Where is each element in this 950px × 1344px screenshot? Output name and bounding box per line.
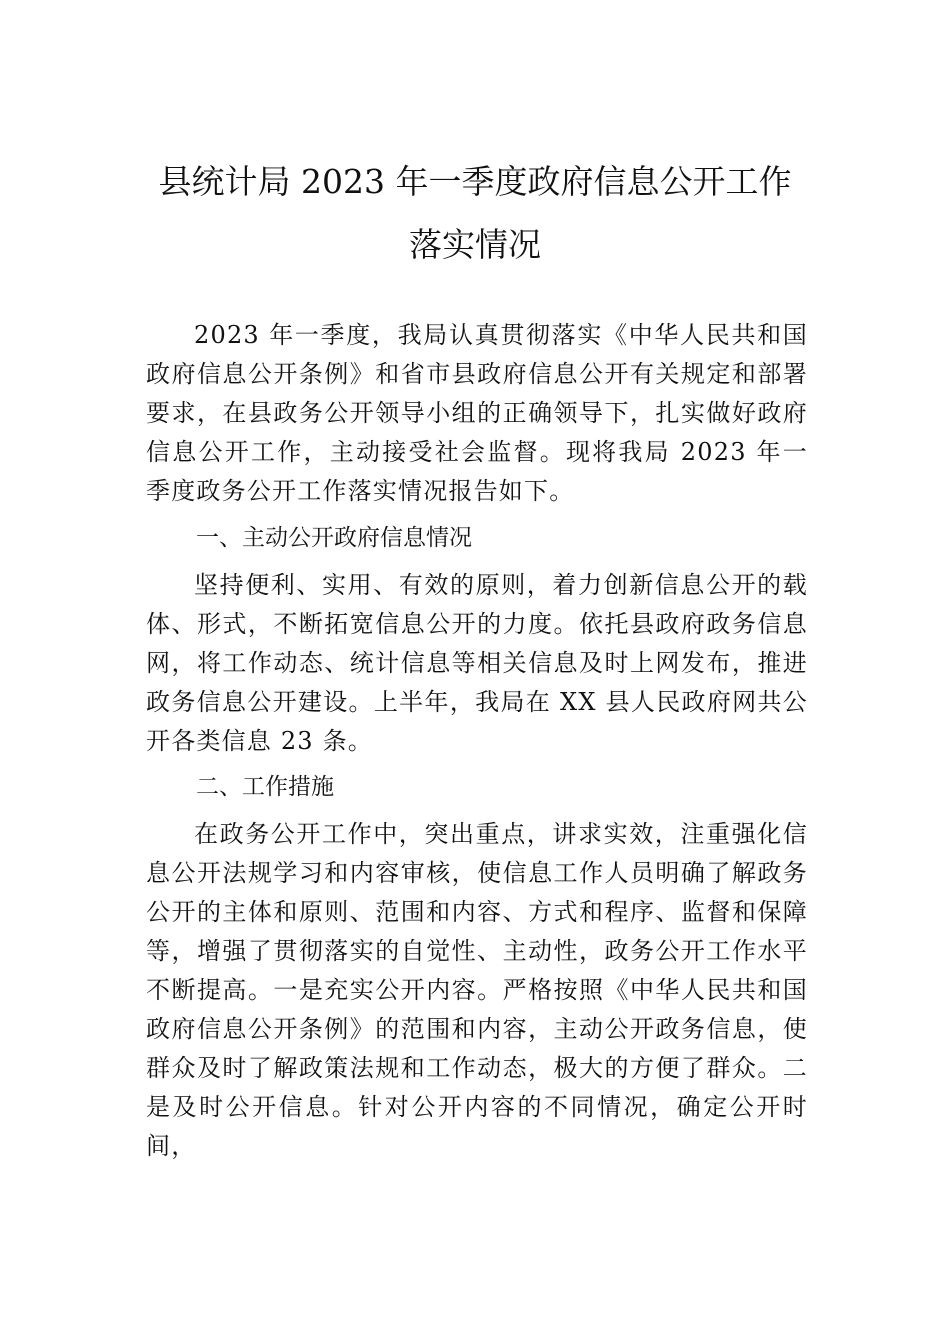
document-title-line1: 县统计局 2023 年一季度政府信息公开工作: [158, 162, 792, 201]
paragraph-section-2: 在政务公开工作中，突出重点，讲求实效，注重强化信息公开法规学习和内容审核，使信息工作人员明确了解政务公开的主体和原则、范围和内容、方式和程序、监督和保障等，增强了贯彻落实的自觉性、主动性，政务公开工作水平不断提高。一是充实公开内容。严格按照《中华人民共和国政府信息公开条例》的范围和内容，主动公开政务信息，使群众及时了解政策法规和工作动态，极大的方便了群众。二是及时公开信息。针对公开内容的不同情况，确定公开时间，: [146, 820, 808, 1160]
section-heading-2: 二、工作措施: [196, 774, 334, 800]
paragraph-section-1: 坚持便利、实用、有效的原则，着力创新信息公开的载体、形式，不断拓宽信息公开的力度。依托县政府政务信息网，将工作动态、统计信息等相关信息及时上网发布，推进政务信息公开建设。上半年，我局在 XX 县人民政府网共公开各类信息 23 条。: [146, 571, 808, 755]
section-heading-1: 一、主动公开政府信息情况: [196, 525, 472, 551]
document-title-line2: 落实情况: [409, 225, 541, 264]
paragraph-intro: 2023 年一季度，我局认真贯彻落实《中华人民共和国政府信息公开条例》和省市县政府信息公开有关规定和部署要求，在县政务公开领导小组的正确领导下，扎实做好政府信息公开工作，主动接受社会监督。现将我局 2023 年一季度政务公开工作落实情况报告如下。: [146, 321, 808, 505]
